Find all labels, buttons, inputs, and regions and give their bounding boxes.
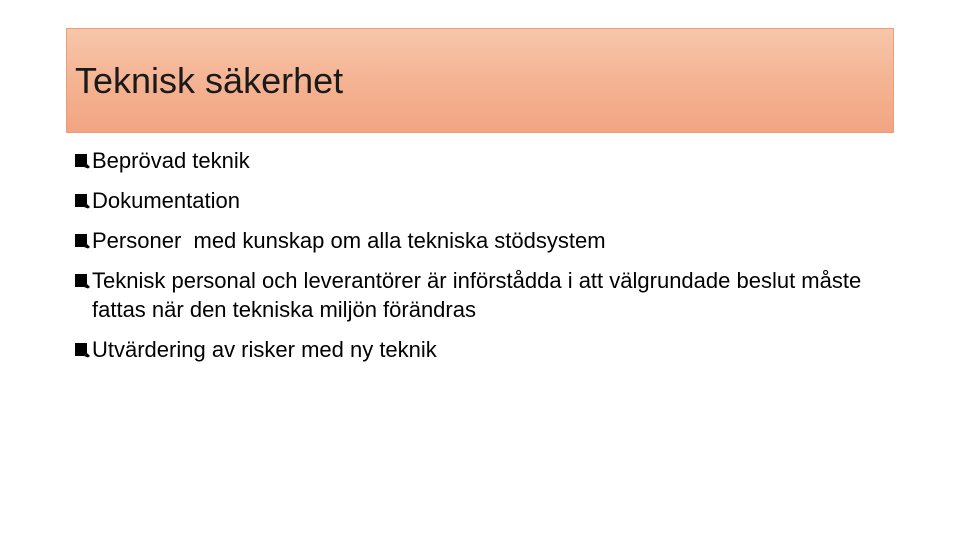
bullet-item [74, 186, 894, 215]
square-q-bullet-icon [74, 272, 90, 289]
bullet-item [74, 335, 894, 364]
bullet-list [74, 146, 894, 364]
square-q-bullet-icon [74, 341, 90, 358]
slide-title: Teknisk säkerhet [75, 60, 344, 101]
bullet-item [74, 146, 894, 175]
bullet-text: Utvärdering av risker med ny teknik [92, 337, 437, 362]
bullet-text: Personer med kunskap om alla tekniska stödsystem [92, 228, 606, 253]
bullet-item [74, 226, 894, 255]
title-placeholder [66, 28, 894, 133]
square-q-bullet-icon [74, 192, 90, 209]
square-q-bullet-icon [74, 152, 90, 169]
bullet-item [74, 266, 894, 324]
bullet-text: Beprövad teknik [92, 148, 250, 173]
bullet-text: Teknisk personal och leverantörer är införstådda i att välgrundade beslut måste fattas när den tekniska miljön förändras [92, 268, 862, 322]
square-q-bullet-icon [74, 232, 90, 249]
bullet-text: Dokumentation [92, 188, 240, 213]
